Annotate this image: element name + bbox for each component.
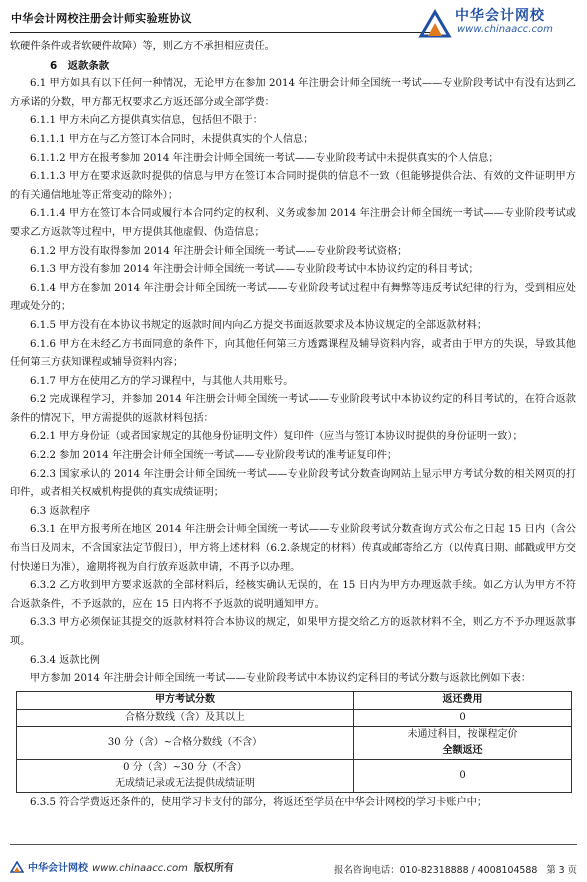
- footer-divider: [10, 844, 577, 845]
- paragraph: 6.1.1.3 甲方在要求返款时提供的信息与甲方在签订本合同时提供的信息不一致（但能够提供合法、有效的文件证明甲方的有关通信地址等正常变动的除外）；: [10, 171, 576, 201]
- logo-url: www.chinaacc.com: [457, 24, 553, 35]
- paragraph: 6.1.1 甲方未向乙方提供真实信息，包括但不限于：: [30, 115, 263, 127]
- page-number: 第 3 页: [546, 865, 577, 876]
- subsection-heading: 6.3.4 返款比例: [30, 654, 100, 666]
- table-row: [17, 759, 572, 792]
- paragraph: 6.3.2 乙方收到甲方要求返款的全部材料后，经核实确认无误的，在 15 日内为甲方办理返款手续。如乙方认为甲方不符合返款条件，不予返款的，应在 15 日内将不予返款的说明通知甲方。: [10, 580, 576, 610]
- paragraph: 6.1 甲方如具有以下任何一种情况，无论甲方在参加 2014 年注册会计师全国统一考试——专业阶段考试中有没有达到乙方承诺的分数，甲方都无权要求乙方返还部分或全部学费：: [10, 78, 576, 108]
- column-header: 返还费用: [354, 691, 572, 709]
- logo-icon: [417, 8, 453, 38]
- refund-table: [16, 691, 572, 793]
- paragraph: 6.3.5 符合学费返还条件的，使用学习卡支付的部分，将返还至学员在中华会计网校的学习卡账户中；: [30, 796, 488, 808]
- paragraph: 6.1.1.2 甲方在报考参加 2014 年注册会计师全国统一考试——专业阶段考试中未提供真实的个人信息；: [30, 152, 499, 164]
- footer-url: www.chinaacc.com: [92, 863, 188, 874]
- logo-text: 中华会计网校: [455, 8, 545, 24]
- table-cell: [17, 759, 354, 792]
- cell-line: 0 分（含）~30 分（不含）: [123, 761, 247, 773]
- paragraph: 软硬件条件或者软硬件故障）等，则乙方不承担相应责任。: [10, 41, 275, 52]
- paragraph: 6.3.1 在甲方报考所在地区 2014 年注册会计师全国统一考试——专业阶段考试分数查询方式公布之日起 15 日内（含公布当日及周末，不含国家法定节假日），甲方将上述材料（6.2.条规定的材料）传真或邮寄给乙方（以传真日期、邮戳或甲方交付快递日为准），逾期将视为自行放弃返款申请，不再予以办理。: [10, 524, 576, 573]
- paragraph: 6.2 完成课程学习，并参加 2014 年注册会计师全国统一考试——专业阶段考试中本协议约定的科目考试的，在符合返款条件的情况下，甲方需提供的返款材料包括：: [10, 394, 576, 424]
- footer-brand: [10, 859, 234, 874]
- table-cell: 0: [354, 759, 572, 792]
- paragraph: 6.1.3 甲方没有参加 2014 年注册会计师全国统一考试——专业阶段考试中本协议约定的科目考试；: [30, 264, 479, 276]
- footer-brand-name: 中华会计网校: [28, 863, 88, 874]
- subsection-heading: 6.3 返款程序: [30, 505, 91, 517]
- paragraph: 6.1.2 甲方没有取得参加 2014 年注册会计师全国统一考试——专业阶段考试资格；: [30, 245, 408, 257]
- paragraph: 6.1.7 甲方在使用乙方的学习课程中，与其他人共用账号。: [30, 375, 294, 387]
- column-header: 甲方考试分数: [17, 691, 354, 709]
- paragraph: 甲方参加 2014 年注册会计师全国统一考试——专业阶段考试中本协议约定科目的考试分数与返款比例如下表：: [30, 673, 532, 685]
- table-row: [17, 709, 572, 726]
- cell-line: 无成绩记录或无法提供成绩证明: [115, 777, 255, 789]
- paragraph: 6.1.4 甲方在参加 2014 年注册会计师全国统一考试——专业阶段考试过程中有舞弊等违反考试纪律的行为，受到相应处理或处分的；: [10, 282, 576, 313]
- section-heading: 6 返款条款: [50, 59, 110, 72]
- document-body: [10, 38, 576, 812]
- table-cell: [354, 726, 572, 759]
- paragraph: 6.2.2 参加 2014 年注册会计师全国统一考试——专业阶段考试的准考证复印件；: [30, 450, 398, 462]
- table-cell: 0: [354, 709, 572, 726]
- table-header-row: [17, 691, 572, 709]
- paragraph: 6.1.6 甲方在未经乙方书面同意的条件下，向其他任何第三方透露课程及辅导资料内容，或者由于甲方的失误，导致其他任何第三方获知课程或辅导资料内容；: [10, 338, 576, 369]
- paragraph: 6.1.5 甲方没有在本协议书规定的返款时间内向乙方提交书面返款要求及本协议规定的全部返款材料；: [30, 319, 488, 331]
- footer-contact: [334, 862, 577, 876]
- footer-rights: 版权所有: [193, 863, 234, 874]
- cell-line: 全额返还: [442, 744, 483, 756]
- table-cell: 合格分数线（含）及其以上: [17, 709, 354, 726]
- paragraph: 6.2.1 甲方身份证（或者国家规定的其他身份证明文件）复印件（应当与签订本协议时提供的身份证明一致）；: [30, 431, 523, 443]
- table-cell: 30 分（含）~合格分数线（不含）: [17, 726, 354, 759]
- paragraph: 6.1.1.1 甲方在与乙方签订本合同时，未提供真实的个人信息；: [30, 133, 314, 145]
- document-title: 中华会计网校注册会计师实验班协议: [11, 12, 192, 25]
- chinaacc-logo: [417, 2, 577, 42]
- table-row: [17, 726, 572, 759]
- paragraph: 6.1.1.4 甲方在签订本合同或履行本合同约定的权利、义务或参加 2014 年注册会计师全国统一考试——专业阶段考试或要求乙方返款等过程中，甲方提供其他虚假、伪造信息；: [10, 208, 576, 238]
- contact-phone: 报名咨询电话：010-82318888 / 4008104588: [333, 865, 538, 876]
- cell-line: 未通过科目，按课程定价: [407, 728, 518, 740]
- page-footer: [0, 842, 587, 882]
- paragraph: 6.3.3 甲方必须保证其提交的返款材料符合本协议的规定，如果甲方提交给乙方的返款材料不全，则乙方不予办理返款事项。: [10, 617, 576, 647]
- header-divider: [10, 32, 430, 33]
- paragraph: 6.2.3 国家承认的 2014 年注册会计师全国统一考试——专业阶段考试分数查询网站上显示甲方考试分数的相关网页的打印件，或者相关权威机构提供的真实成绩证明；: [10, 468, 576, 499]
- logo-icon: [10, 861, 24, 873]
